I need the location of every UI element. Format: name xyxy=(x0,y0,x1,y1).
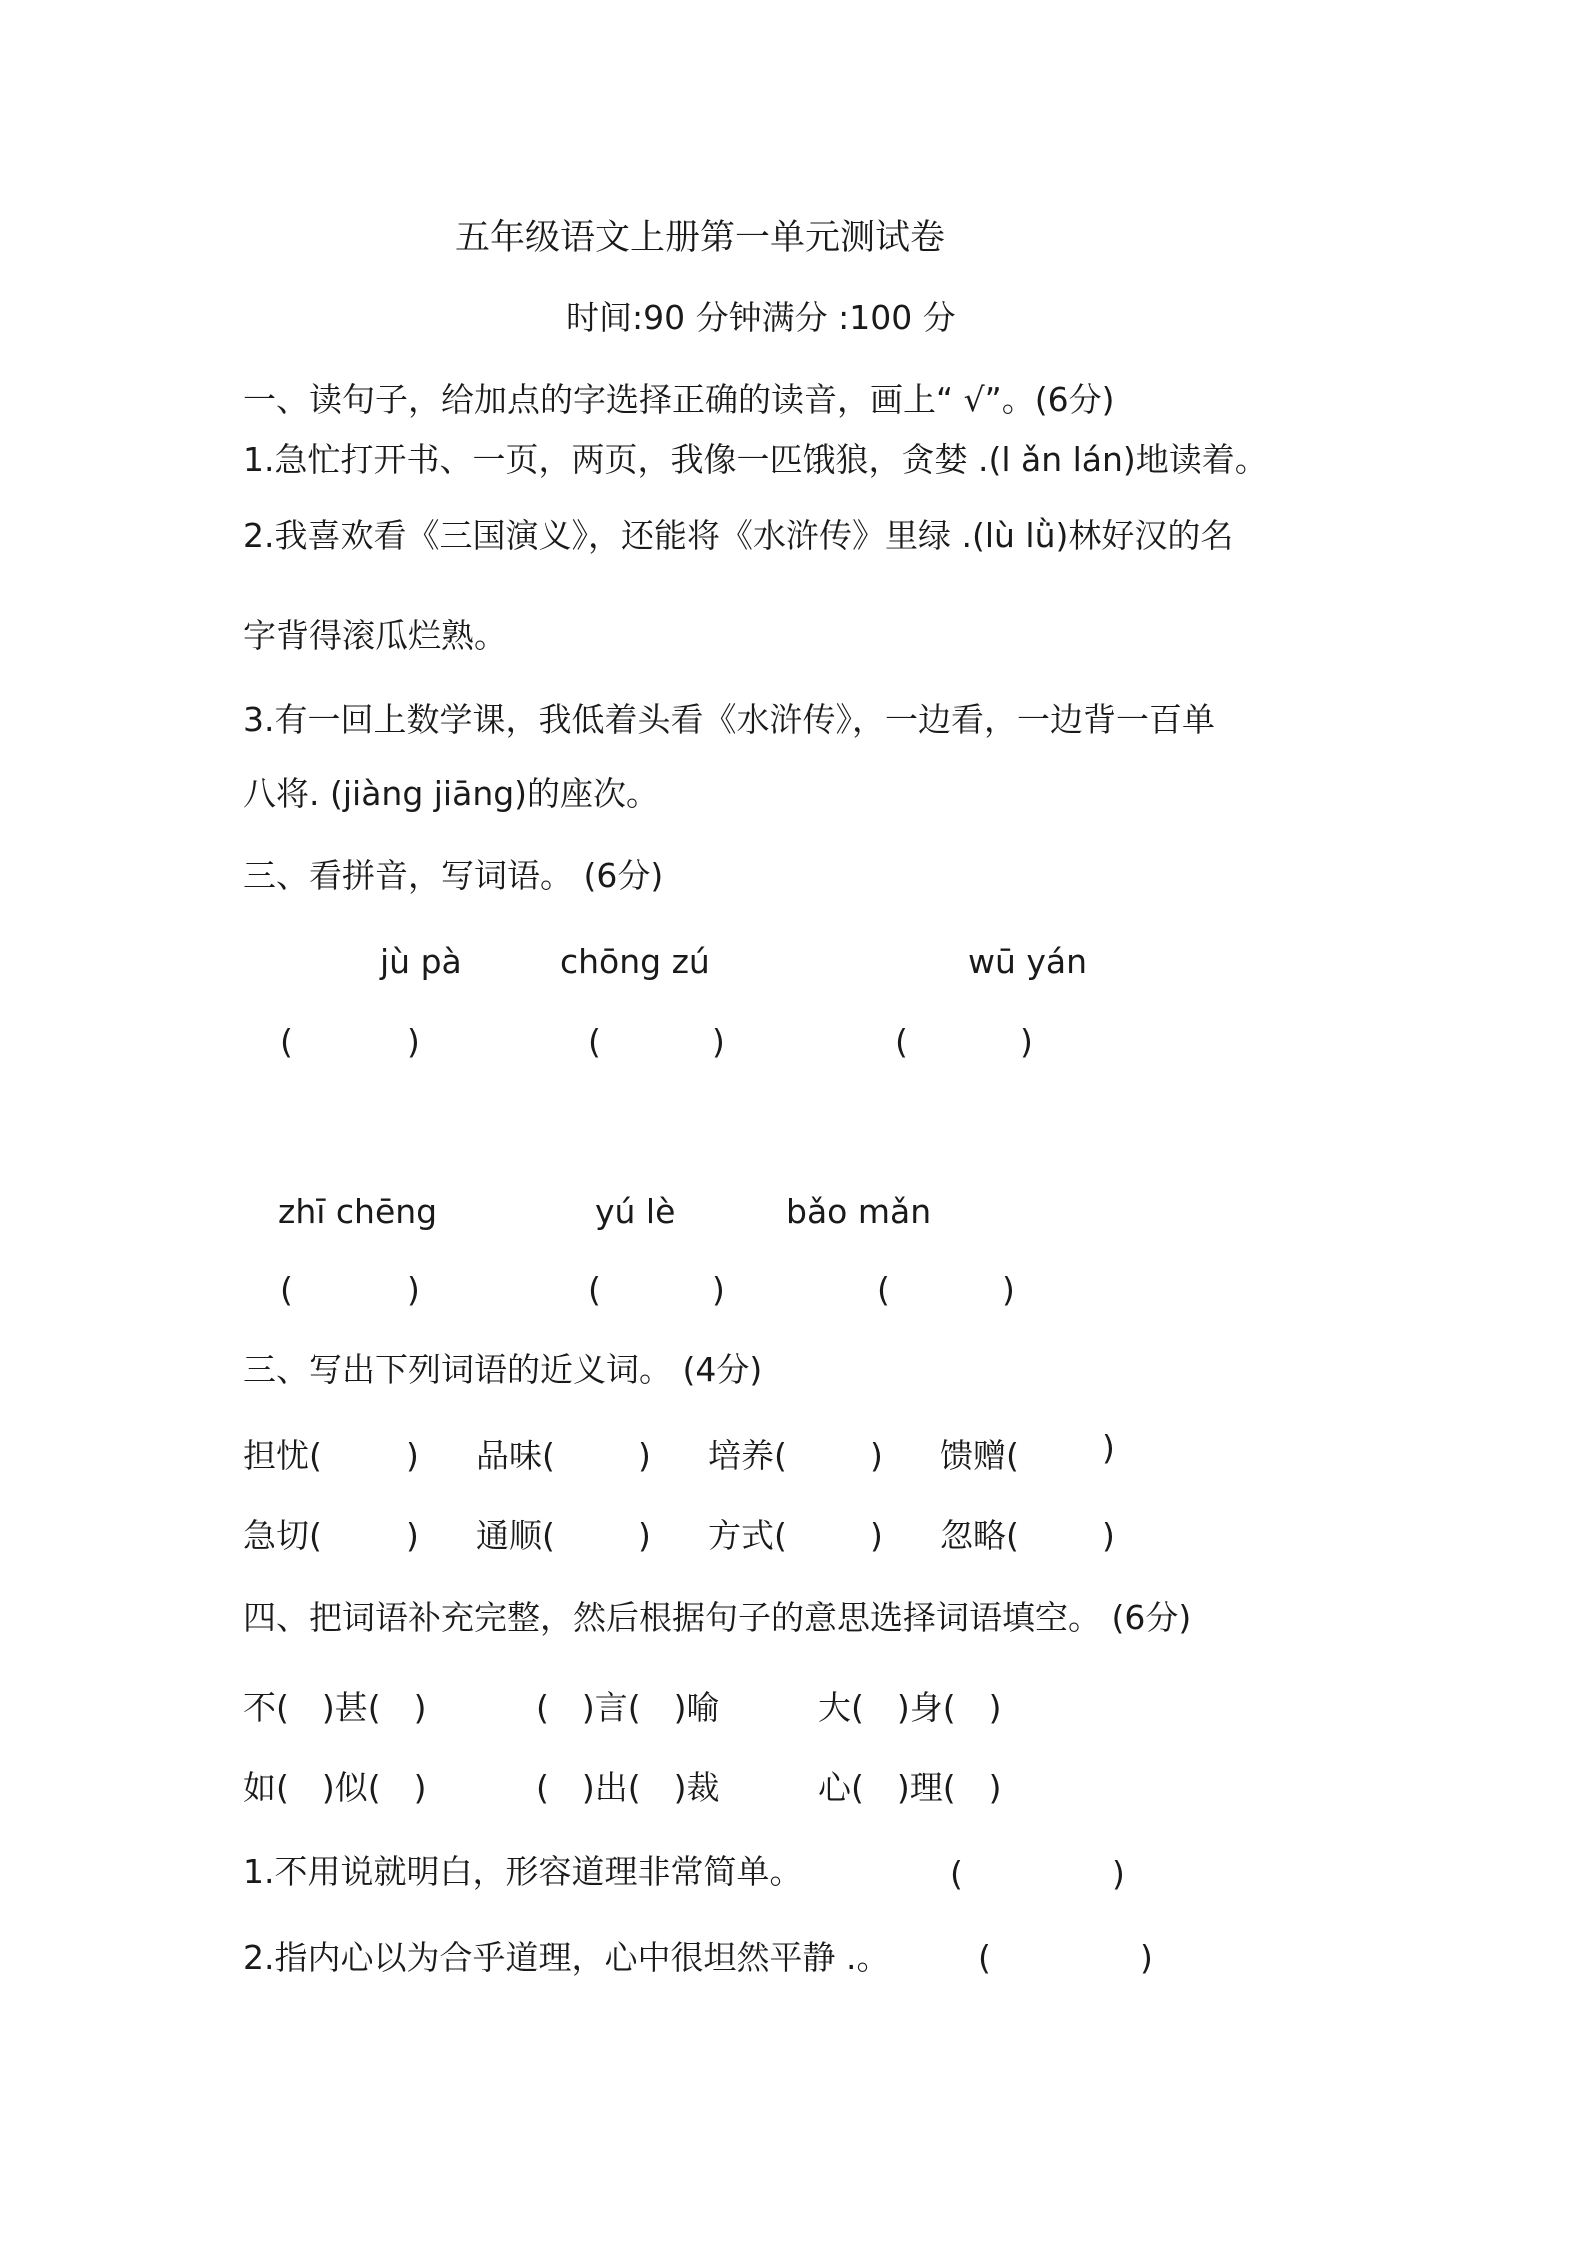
section1-heading: 一、读句子，给加点的字选择正确的读音，画上“ √”。(6分) xyxy=(243,380,1115,419)
pinyin-2: chōng zú xyxy=(560,942,710,981)
section1-q2-line1: 2.我喜欢看《三国演义》，还能将《水浒传》里绿 .(lù lǜ)林好汉的名 xyxy=(243,516,1234,555)
paren-close: ) xyxy=(1102,1516,1115,1555)
paren-close: ) xyxy=(870,1436,883,1475)
pinyin-1: jù pà xyxy=(380,942,462,981)
paren-close: ) xyxy=(712,1270,725,1309)
idiom-3[interactable]: 大( )身( ) xyxy=(818,1688,1002,1727)
section1-q3-line1: 3.有一回上数学课，我低着头看《水浒传》，一边看，一边背一百单 xyxy=(243,700,1215,739)
pinyin-4: zhī chēng xyxy=(278,1192,438,1231)
paren-close: ) xyxy=(1102,1428,1115,1467)
fill-q1: 1.不用说就明白，形容道理非常简单。 xyxy=(243,1852,803,1891)
paren-close: ) xyxy=(1112,1854,1125,1893)
pinyin-5: yú lè xyxy=(595,1192,676,1231)
synonym-word: 急切( xyxy=(243,1516,322,1555)
synonym-word: 通顺( xyxy=(476,1516,555,1555)
fill-q2: 2.指内心以为合乎道理，心中很坦然平静 .。 xyxy=(243,1938,890,1977)
synonym-word: 担忧( xyxy=(243,1436,322,1475)
synonym-word: 培养( xyxy=(708,1436,787,1475)
section1-q1: 1.急忙打开书、一页，两页，我像一匹饿狼，贪婪 .(l ǎn lán)地读着。 xyxy=(243,440,1268,479)
synonym-word: 方式( xyxy=(708,1516,787,1555)
section4-heading: 四、把词语补充完整，然后根据句子的意思选择词语填空。 (6分) xyxy=(243,1598,1192,1637)
synonym-word: 馈赠( xyxy=(940,1436,1019,1475)
paren-close: ) xyxy=(870,1516,883,1555)
section1-q3-line2: 八将. (jiàng jiāng)的座次。 xyxy=(243,774,660,813)
section1-q2-line2: 字背得滚瓜烂熟。 xyxy=(243,616,507,655)
idiom-6[interactable]: 心( )理( ) xyxy=(818,1768,1002,1807)
paren-open: ( xyxy=(588,1022,601,1061)
paren-open: ( xyxy=(280,1022,293,1061)
pinyin-6: bǎo mǎn xyxy=(786,1192,932,1231)
paren-close: ) xyxy=(407,1022,420,1061)
paren-close: ) xyxy=(406,1516,419,1555)
paren-close: ) xyxy=(407,1270,420,1309)
paren-close: ) xyxy=(1002,1270,1015,1309)
paren-close: ) xyxy=(712,1022,725,1061)
synonym-word: 忽略( xyxy=(940,1516,1019,1555)
paren-close: ) xyxy=(1020,1022,1033,1061)
idiom-4[interactable]: 如( )似( ) xyxy=(243,1768,427,1807)
synonym-word: 品味( xyxy=(476,1436,555,1475)
paren-open: ( xyxy=(280,1270,293,1309)
paren-close: ) xyxy=(1140,1938,1153,1977)
section3-heading: 三、写出下列词语的近义词。 (4分) xyxy=(243,1350,763,1389)
idiom-2[interactable]: ( )言( )喻 xyxy=(536,1688,720,1727)
paren-open: ( xyxy=(978,1938,991,1977)
paren-close: ) xyxy=(406,1436,419,1475)
paren-open: ( xyxy=(588,1270,601,1309)
section2-heading: 三、看拼音，写词语。 (6分) xyxy=(243,856,664,895)
page-title: 五年级语文上册第一单元测试卷 xyxy=(455,218,946,258)
idiom-5[interactable]: ( )出( )裁 xyxy=(536,1768,720,1807)
paren-open: ( xyxy=(950,1854,963,1893)
idiom-1[interactable]: 不( )甚( ) xyxy=(243,1688,427,1727)
paren-close: ) xyxy=(638,1436,651,1475)
pinyin-3: wū yán xyxy=(968,942,1088,981)
paren-open: ( xyxy=(895,1022,908,1061)
paren-close: ) xyxy=(638,1516,651,1555)
page-subtitle: 时间:90 分钟满分 :100 分 xyxy=(566,298,956,337)
paren-open: ( xyxy=(877,1270,890,1309)
